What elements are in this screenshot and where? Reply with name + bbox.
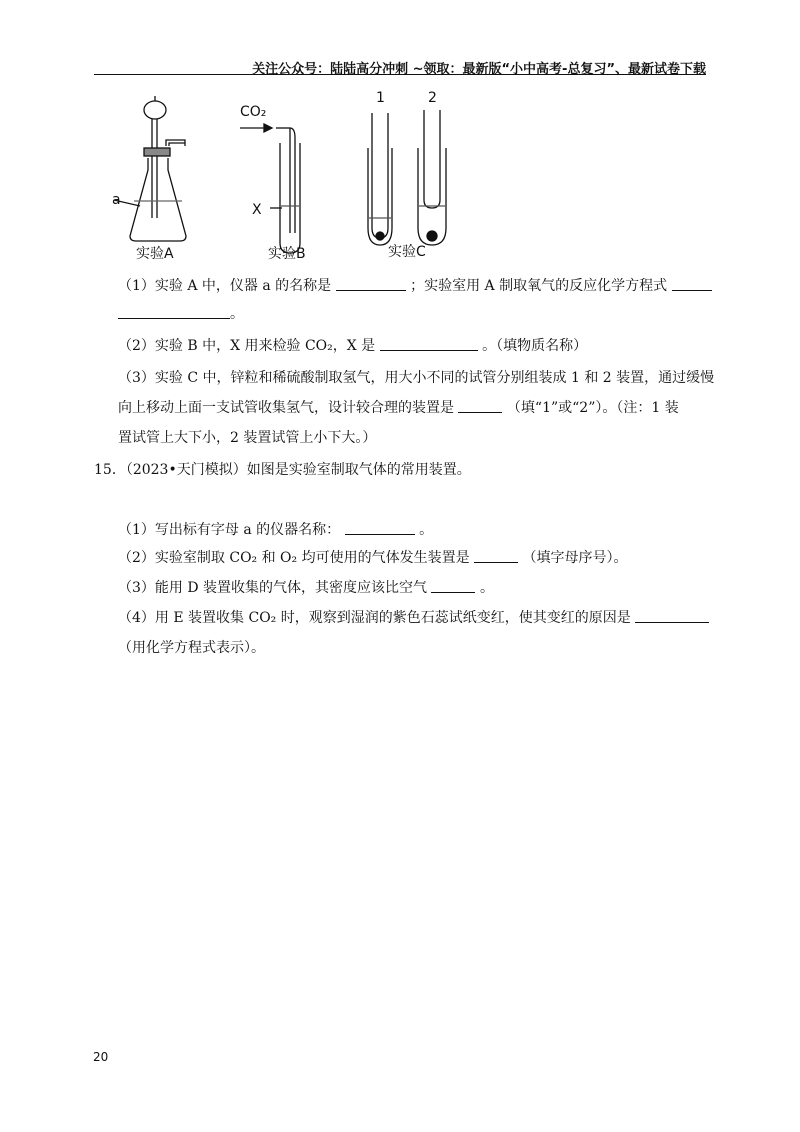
q14-part3-text-a: 向上移动上面一支试管收集氢气，设计较合理的装置是 bbox=[118, 400, 454, 416]
experiment-c-apparatus bbox=[368, 110, 446, 245]
label-c-tube2: 2 bbox=[428, 90, 437, 106]
q14-part1-text-a: （1）实验 A 中，仪器 a 的名称是 bbox=[118, 278, 332, 294]
header-divider bbox=[94, 74, 706, 75]
q15-part3 bbox=[118, 578, 494, 598]
q15-part2 bbox=[118, 548, 628, 568]
q14-part1-end: 。 bbox=[230, 306, 244, 322]
label-c-tube1: 1 bbox=[376, 90, 385, 106]
experiment-b-apparatus bbox=[240, 124, 300, 253]
q15-part2-blank[interactable] bbox=[474, 548, 518, 563]
q14-part1-blank2b[interactable] bbox=[118, 304, 230, 319]
q14-part1-line2 bbox=[118, 304, 244, 324]
page-number: 20 bbox=[93, 1050, 109, 1064]
experiment-a-apparatus bbox=[114, 96, 186, 241]
q15-part1-text-a: （1）写出标有字母 a 的仪器名称： bbox=[118, 522, 341, 538]
q15-title: 15．（2023•天门模拟）如图是实验室制取气体的常用装置。 bbox=[94, 462, 471, 478]
q15-part4-line1 bbox=[118, 608, 709, 628]
q14-part1-blank1[interactable] bbox=[336, 276, 406, 291]
q14-part3-text-b: （填“1”或“2”）。（注：1 装 bbox=[506, 400, 679, 416]
q14-part2-text-b: 。（填物质名称） bbox=[482, 338, 588, 354]
page-header: 关注公众号：陆陆高分冲刺 ~领取：最新版“小中高考-总复习”、最新试卷下载 bbox=[252, 62, 706, 77]
q15-part3-text-b: 。 bbox=[479, 580, 494, 596]
label-experiment-a: 实验A bbox=[136, 246, 174, 262]
q14-part3-line3: 置试管上大下小，2 装置试管上小下大。） bbox=[118, 430, 377, 446]
q14-part3-line1: （3）实验 C 中，锌粒和稀硫酸制取氢气，用大小不同的试管分别组装成 1 和 2 装置，通过缓慢 bbox=[118, 370, 715, 386]
label-experiment-c: 实验C bbox=[388, 244, 426, 260]
q15-part2-text-b: （填字母序号）。 bbox=[522, 550, 628, 566]
label-b-gas: CO₂ bbox=[240, 104, 267, 120]
q15-part4-line2: （用化学方程式表示）。 bbox=[118, 640, 265, 656]
q15-part4-blank[interactable] bbox=[635, 608, 709, 623]
label-experiment-b: 实验B bbox=[268, 246, 306, 262]
q14-part3-line2 bbox=[118, 398, 679, 418]
q14-part1-blank2a[interactable] bbox=[672, 276, 712, 291]
q14-part1-text-b: ；实验室用 A 制取氧气的反应化学方程式 bbox=[410, 278, 668, 294]
q14-part2 bbox=[118, 336, 587, 356]
q15-part1 bbox=[118, 520, 433, 540]
q15-part2-text-a: （2）实验室制取 CO₂ 和 O₂ 均可使用的气体发生装置是 bbox=[118, 550, 470, 566]
q15-part3-blank[interactable] bbox=[431, 578, 475, 593]
q14-part1-line1 bbox=[118, 276, 712, 296]
q15-part3-text-a: （3）能用 D 装置收集的气体，其密度应该比空气 bbox=[118, 580, 428, 596]
q15-part1-text-b: 。 bbox=[419, 522, 434, 538]
label-a-letter: a bbox=[112, 192, 121, 208]
q14-part3-blank[interactable] bbox=[458, 398, 502, 413]
q14-part2-blank[interactable] bbox=[380, 336, 478, 351]
q15-part1-blank[interactable] bbox=[345, 520, 415, 535]
experiment-figures bbox=[100, 88, 460, 268]
label-b-letter: X bbox=[252, 202, 262, 218]
q15-part4-text-a: （4）用 E 装置收集 CO₂ 时，观察到湿润的紫色石蕊试纸变红，使其变红的原因是 bbox=[118, 610, 631, 626]
q14-part2-text-a: （2）实验 B 中，X 用来检验 CO₂，X 是 bbox=[118, 338, 376, 354]
